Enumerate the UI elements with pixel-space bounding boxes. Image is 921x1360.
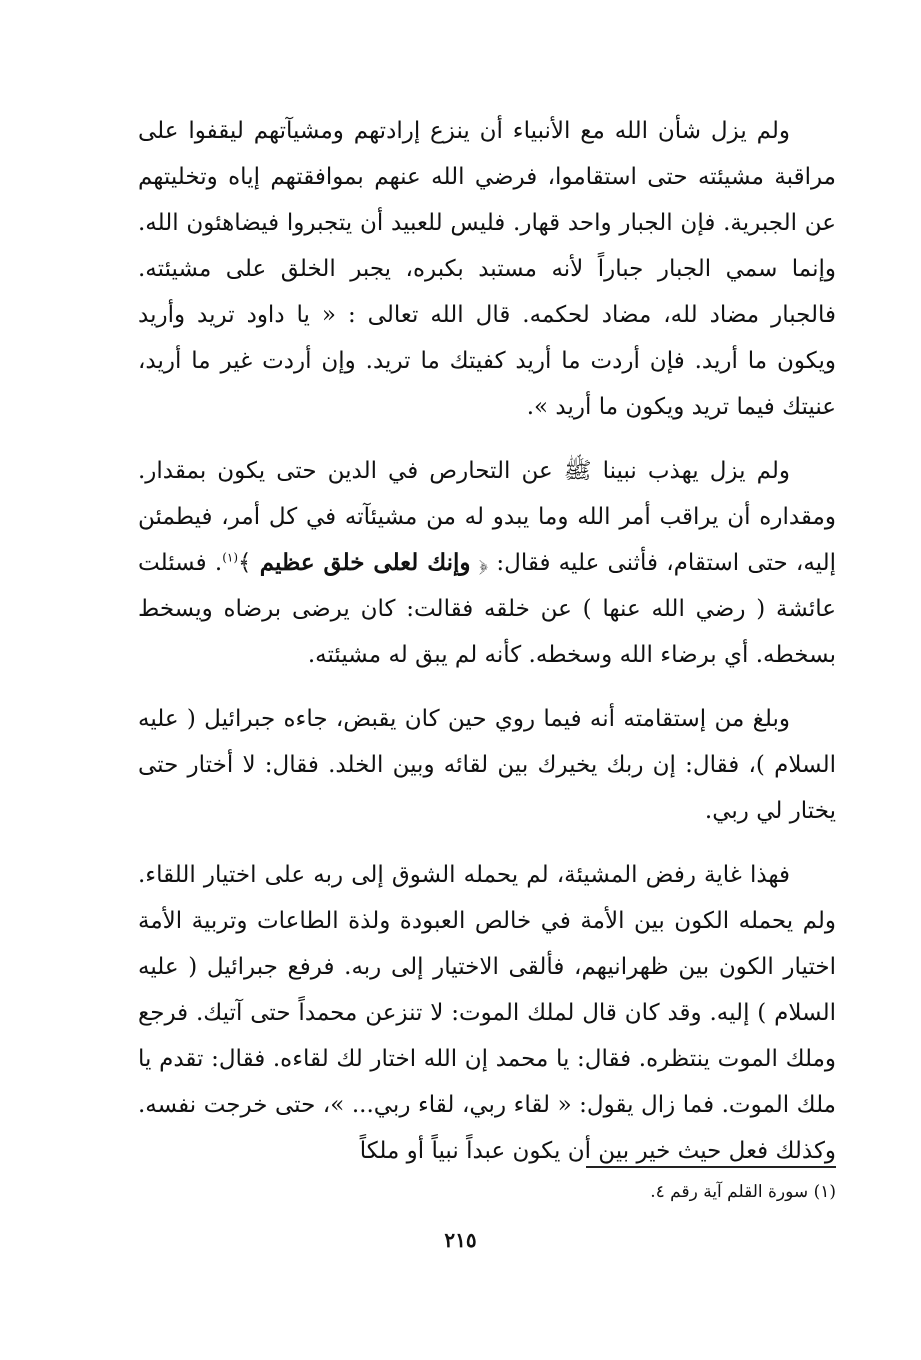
footnote-marker: (١) xyxy=(222,550,239,565)
paragraph-2-text-after: . فسئلت عائشة ( رضي الله عنها ) عن خلقه فقالت: كان يرضى برضاه ويسخط بسخطه. أي برضاء الله وسخطه. كأنه لم يبق له مشيئته. xyxy=(138,550,836,668)
paragraph-2-text-before: ولم يزل يهذب نبينا ﷺ عن التحارص في الدين حتى يكون بمقدار. ومقداره أن يراقب أمر الله وما يبدو له من مشيئآته في كل أمر، فيطمئن إليه، حتى استقام، فأثنى عليه فقال: ﴿ xyxy=(138,458,837,576)
paragraph-2-bracket-close: ﴾ xyxy=(238,550,260,576)
paragraph-4: فهذا غاية رفض المشيئة، لم يحمله الشوق إلى ربه على اختيار اللقاء. ولم يحمله الكون بين الأمة في خالص العبودة ولذة الطاعات وتربية الأمة اختيار الكون بين ظهرانيهم، فألقى الاختيار إلى ربه. فرفع جبرائيل ( عليه السلام ) إليه. وقد كان قال لملك الموت: لا تنزعن محمداً حتى آتيك. فرجع وملك الموت ينتظره. فقال: يا محمد إن الله اختار لك لقاءه. فقال: تقدم يا ملك الموت. فما زال يقول: « لقاء ربي، لقاء ربي... »، حتى خرجت نفسه. وكذلك فعل حيث خير بين أن يكون عبداً نبياً أو ملكاً xyxy=(138,862,836,1164)
footnote: (١) سورة القلم آية رقم ٤. xyxy=(650,1182,836,1202)
paragraph-1: ولم يزل شأن الله مع الأنبياء أن ينزع إرادتهم ومشيآتهم ليقفوا على مراقبة مشيئته حتى استقاموا، فرضي الله عنهم بموافقتهم إياه وتخليتهم عن الجبرية. فإن الجبار واحد قهار. فليس للعبيد أن يتجبروا فيضاهئون الله. وإنما سمي الجبار جباراً لأنه مستبد بكبره، يجبر الخلق على مشيئته. فالجبار مضاد لله، مضاد لحكمه. قال الله تعالى : « يا داود تريد وأريد ويكون ما أريد. فإن أردت ما أريد كفيتك ما تريد. وإن أردت غير ما أريد، عنيتك فيما تريد ويكون ما أريد ». xyxy=(138,118,836,420)
main-text xyxy=(138,108,836,1174)
footnote-divider xyxy=(586,1166,836,1168)
paragraph-2 xyxy=(138,448,836,678)
quran-verse-quote: وإنك لعلى خلق عظيم xyxy=(259,549,471,576)
paragraph-3: وبلغ من إستقامته أنه فيما روي حين كان يقبض، جاءه جبرائيل ( عليه السلام )، فقال: إن ربك يخيرك بين لقائه وبين الخلد. فقال: لا أختار حتى يختار لي ربي. xyxy=(138,706,836,824)
page-number: ٢١٥ xyxy=(444,1228,477,1252)
